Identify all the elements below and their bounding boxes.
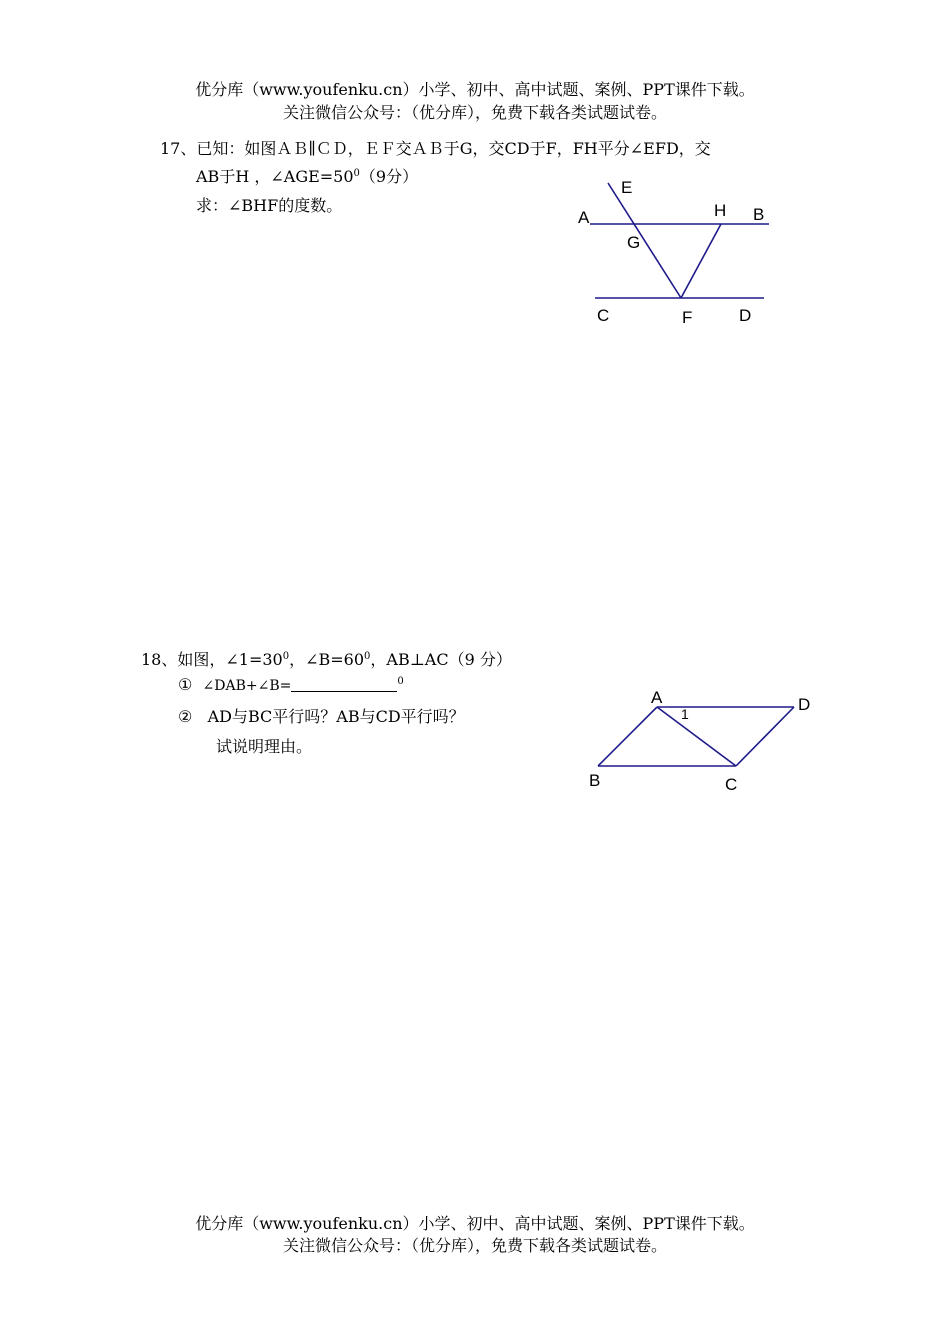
line-cd	[736, 707, 794, 766]
label-g: G	[627, 233, 641, 252]
label-d: D	[798, 695, 811, 714]
label-c: C	[597, 306, 610, 325]
answer-blank[interactable]	[291, 675, 397, 692]
q18-text-c: ，AB⊥AC（9 分）	[370, 650, 512, 669]
q18-text-b: ，∠B=60	[289, 650, 365, 669]
line-ef	[608, 183, 681, 298]
q17-line-2	[196, 164, 418, 187]
label-h: H	[714, 201, 727, 220]
footer-line-2: 关注微信公众号：（优分库），免费下载各类试题试卷。	[282, 1236, 667, 1255]
line-fh	[681, 224, 721, 298]
q18-degree-sup-1: 0	[282, 651, 290, 662]
q18-figure	[585, 685, 815, 795]
q17-line-3: 求：∠BHF的度数。	[196, 196, 343, 215]
label-a: A	[578, 208, 590, 227]
q18-line-1	[141, 647, 512, 670]
label-angle-1: 1	[681, 706, 689, 722]
q17-line-1: 17、已知：如图ＡＢ∥ＣＤ，ＥＦ交ＡＢ于G，交CD于F，FH平分∠EFD，交	[160, 139, 711, 158]
q17-line-2-text: AB于H ，∠AGE=50	[196, 167, 354, 186]
line-ab	[598, 707, 657, 766]
q18-text-a: 18、如图，∠1=30	[141, 650, 283, 669]
q18-item-1-marker: ①	[178, 675, 193, 694]
header-line-1: 优分库（www.youfenku.cn）小学、初中、高中试题、案例、PPT课件下载。	[195, 80, 755, 99]
q17-degree-sup: 0	[353, 168, 360, 179]
q18-item-2	[178, 704, 465, 727]
q17-line-2-score: （9分）	[359, 167, 419, 186]
label-c: C	[725, 775, 738, 794]
line-ac	[657, 707, 736, 766]
q18-item-1	[178, 675, 404, 694]
q17-figure	[570, 170, 780, 330]
q18-item-2-text: AD与BC平行吗？AB与CD平行吗？	[207, 707, 465, 726]
label-d: D	[739, 306, 752, 325]
q18-item-1-sup: 0	[397, 676, 404, 687]
header-line-2: 关注微信公众号：（优分库），免费下载各类试题试卷。	[282, 103, 667, 122]
q18-item-2-cont: 试说明理由。	[216, 737, 313, 756]
label-b: B	[589, 771, 601, 790]
footer-line-1: 优分库（www.youfenku.cn）小学、初中、高中试题、案例、PPT课件下载。	[195, 1214, 755, 1233]
q18-degree-sup-2: 0	[364, 651, 371, 662]
label-e: E	[621, 178, 633, 197]
label-a: A	[651, 688, 663, 707]
label-f: F	[682, 308, 693, 327]
q18-item-1-text: ∠DAB+∠B=	[202, 678, 292, 694]
label-b: B	[753, 205, 765, 224]
q18-item-2-marker: ②	[178, 707, 193, 726]
